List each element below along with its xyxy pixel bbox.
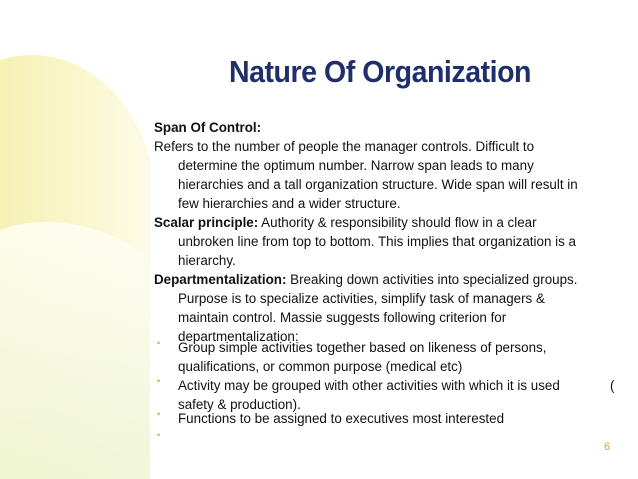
departmentalization-paragraph	[154, 270, 577, 289]
scalar-line-3: hierarchy.	[178, 253, 236, 268]
departmentalization-label: Departmentalization:	[154, 272, 287, 287]
page-number: 6	[604, 441, 611, 453]
bullet-3-line-1: Functions to be assigned to executives most interested	[178, 411, 505, 426]
bullet-1-line-2: qualifications, or common purpose (medical etc)	[178, 359, 463, 374]
bullet-marker: •	[157, 409, 161, 419]
bullet-1-line-1: Group simple activities together based on likeness of persons,	[178, 340, 547, 355]
bullet-marker: •	[157, 430, 161, 440]
departmentalization-text: Breaking down activities into specialized groups.	[286, 272, 578, 287]
bullet-2-line-1: Activity may be grouped with other activities with which it is used	[178, 378, 560, 393]
dept-line-2: Purpose is to specialize activities, simplify task of managers &	[178, 291, 545, 306]
slide-title: Nature Of Organization	[228, 54, 532, 89]
span-line-1: Refers to the number of people the manager controls. Difficult to	[154, 139, 535, 154]
bullet-2-trailing-paren: (	[610, 378, 615, 393]
dept-line-3: maintain control. Massie suggests following criterion for	[178, 310, 507, 325]
scalar-line-2: unbroken line from top to bottom. This implies that organization is a	[178, 234, 576, 249]
scalar-principle-paragraph	[154, 213, 537, 232]
bullet-marker: •	[157, 338, 161, 348]
bullet-2-line-2: safety & production).	[178, 397, 301, 412]
span-line-3: hierarchies and a tall organization structure. Wide span will result in	[178, 177, 578, 192]
dept-line-4: departmentalization:	[178, 329, 299, 344]
span-line-2: determine the optimum number. Narrow span leads to many	[178, 158, 534, 173]
span-of-control-heading: Span Of Control:	[154, 120, 262, 135]
scalar-principle-label: Scalar principle:	[154, 215, 259, 230]
scalar-principle-text: Authority & responsibility should flow in a clear	[258, 215, 537, 230]
bullet-marker: •	[157, 376, 161, 386]
span-line-4: few hierarchies and a wider structure.	[178, 196, 401, 211]
